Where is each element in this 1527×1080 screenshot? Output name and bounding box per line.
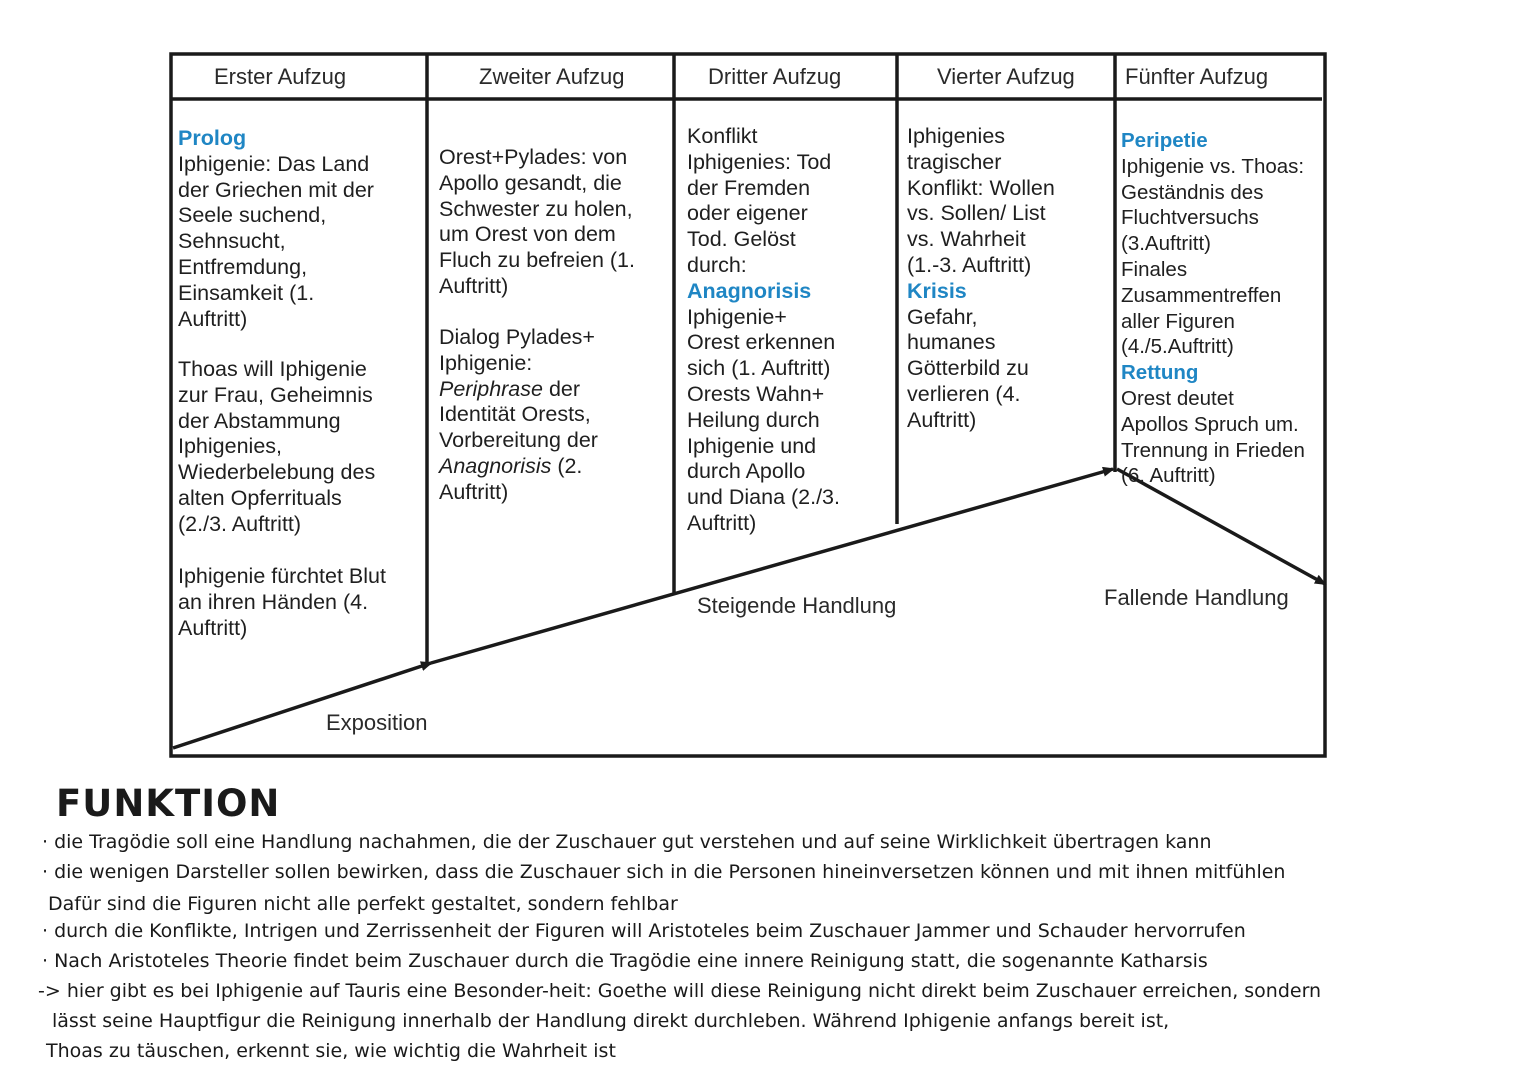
header-act-1: Erster Aufzug: [214, 64, 347, 89]
note-line-3: Dafür sind die Figuren nicht alle perfekt gestaltet, sondern fehlbar: [48, 893, 678, 915]
funktion-title: FUNKTION: [56, 782, 281, 825]
note-line-7: lässt seine Hauptfigur die Reinigung innerhalb der Handlung direkt durchleben. Während Iphigenie anfangs bereit ist,: [52, 1010, 1170, 1032]
keyword-krisis: Krisis: [907, 278, 967, 303]
note-line-6: -> hier gibt es bei Iphigenie auf Tauris eine Besonder-heit: Goethe will diese Reinigung nicht direkt beim Zuschauer erreichen, sondern: [38, 980, 1322, 1002]
act-3-text: [687, 124, 893, 537]
header-act-2: Zweiter Aufzug: [479, 64, 625, 89]
act-1-thoas-text: [178, 357, 423, 538]
act-1-prolog-text: [178, 126, 423, 332]
text-segment: Iphigenie vs. Thoas: Geständnis des Fluchtversuchs (3.Auftritt) Finales Zusammentreffen aller Figuren (4./5.Auftritt): [1121, 154, 1305, 359]
text-segment: Iphigenie+ Orest erkennen sich (1. Auftritt) Orests Wahn+ Heilung durch Iphigenie und durch Apollo und Diana (2./3. Auftritt): [687, 304, 840, 535]
text-segment: Gefahr, humanes Götterbild zu verlieren (4. Auftritt): [907, 304, 1029, 432]
keyword-prolog: Prolog: [178, 126, 247, 150]
keyword-rettung: Rettung: [1121, 361, 1199, 385]
note-line-4: · durch die Konflikte, Intrigen und Zerrissenheit der Figuren will Aristoteles beim Zuschauer Jammer und Schauder hervorrufen: [42, 920, 1246, 942]
text-segment: Orest deutet Apollos Spruch um. Trennung in Frieden (6. Auftritt): [1121, 386, 1305, 488]
text-segment: (2. Auftritt): [439, 453, 583, 504]
text-segment: Dialog Pylades+ Iphigenie:: [439, 325, 595, 375]
act-1-blood-text: [178, 564, 423, 641]
text-segment: Orest+Pylades: von Apollo gesandt, die Schwester zu holen, um Orest von dem Fluch zu befreien (1. Auftritt): [439, 145, 635, 298]
text-segment: Thoas will Iphigenie zur Frau, Geheimnis der Abstammung Iphigenies, Wiederbelebung des alten Opferrituals (2./3. Auftritt): [178, 357, 376, 536]
act-2-orest-text: [439, 145, 671, 300]
text-segment: Periphrase: [439, 376, 543, 401]
text-segment: Iphigenie: Das Land der Griechen mit der Seele suchend, Sehnsucht, Entfremdung, Einsamkeit (1. Auftritt): [178, 151, 374, 331]
header-act-5: Fünfter Aufzug: [1125, 64, 1269, 89]
label-falling-action: Fallende Handlung: [1104, 585, 1289, 610]
keyword-anagnorisis: Anagnorisis: [687, 278, 812, 303]
keyword-peripetie: Peripetie: [1121, 129, 1208, 152]
text-segment: der Identität Orests, Vorbereitung der: [439, 376, 598, 453]
header-act-4: Vierter Aufzug: [937, 64, 1075, 89]
act-5-text: [1121, 128, 1321, 489]
act-4-text: [907, 124, 1112, 434]
label-rising-action: Steigende Handlung: [697, 593, 897, 618]
act-2-dialog-text: [439, 325, 671, 506]
note-line-8: Thoas zu täuschen, erkennt sie, wie wichtig die Wahrheit ist: [46, 1040, 616, 1062]
text-segment: Iphigenies tragischer Konflikt: Wollen vs. Sollen/ List vs. Wahrheit (1.-3. Auftritt): [907, 124, 1055, 277]
text-segment: Iphigenie fürchtet Blut an ihren Händen (4. Auftritt): [178, 564, 386, 640]
text-segment: Anagnorisis: [439, 453, 552, 478]
text-segment: Konflikt Iphigenies: Tod der Fremden oder eigener Tod. Gelöst durch:: [687, 124, 832, 277]
note-line-2: · die wenigen Darsteller sollen bewirken, dass die Zuschauer sich in die Personen hineinversetzen können und mit ihnen mitfühlen: [42, 861, 1286, 883]
note-line-5: · Nach Aristoteles Theorie findet beim Zuschauer durch die Tragödie eine innere Reinigung statt, die sogenannte Katharsis: [42, 950, 1208, 972]
label-exposition: Exposition: [326, 710, 428, 735]
note-line-1: · die Tragödie soll eine Handlung nachahmen, die der Zuschauer gut verstehen und auf seine Wirklichkeit übertragen kann: [42, 831, 1212, 853]
header-act-3: Dritter Aufzug: [708, 64, 842, 89]
